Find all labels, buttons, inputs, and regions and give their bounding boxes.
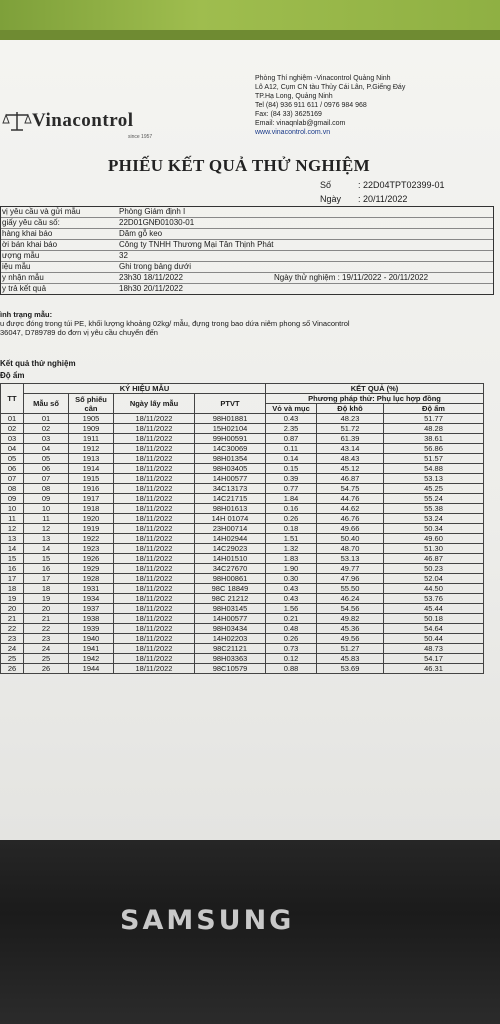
table-row bbox=[1, 414, 484, 424]
info-key: y trả kết quả bbox=[2, 284, 47, 293]
cell-so-phieu: 1919 bbox=[69, 524, 114, 534]
cell-so-phieu: 1911 bbox=[69, 434, 114, 444]
cell-tt: 11 bbox=[1, 514, 24, 524]
info-key: ượng mẫu bbox=[2, 251, 40, 260]
cell-vo-muc: 0.16 bbox=[266, 504, 317, 514]
cell-ptvt: 34C13173 bbox=[195, 484, 266, 494]
cell-do-kho: 44.76 bbox=[317, 494, 384, 504]
cell-so-phieu: 1922 bbox=[69, 534, 114, 544]
cell-do-am: 55.38 bbox=[384, 504, 484, 514]
cell-do-kho: 54.56 bbox=[317, 604, 384, 614]
cell-tt: 17 bbox=[1, 574, 24, 584]
sample-condition-text-2: 36047, D789789 do đơn vị yêu cầu chuyển đến bbox=[0, 328, 158, 337]
cell-tt: 24 bbox=[1, 644, 24, 654]
cell-tt: 21 bbox=[1, 614, 24, 624]
cell-so-phieu: 1938 bbox=[69, 614, 114, 624]
cell-tt: 26 bbox=[1, 664, 24, 674]
info-value: 18h30 20/11/2022 bbox=[119, 284, 183, 293]
cell-do-am: 49.60 bbox=[384, 534, 484, 544]
cell-mau-so: 10 bbox=[24, 504, 69, 514]
cell-ngay-lay: 18/11/2022 bbox=[114, 584, 195, 594]
cell-vo-muc: 0.30 bbox=[266, 574, 317, 584]
info-key: y nhận mẫu bbox=[2, 273, 44, 282]
col-group-ketqua: KẾT QUẢ (%) bbox=[266, 384, 484, 394]
col-do-am: Độ ẩm bbox=[384, 404, 484, 414]
table-row bbox=[1, 464, 484, 474]
cell-vo-muc: 0.88 bbox=[266, 664, 317, 674]
cell-vo-muc: 1.56 bbox=[266, 604, 317, 614]
table-row bbox=[1, 544, 484, 554]
cell-mau-so: 02 bbox=[24, 424, 69, 434]
cell-do-am: 53.13 bbox=[384, 474, 484, 484]
cell-do-kho: 45.12 bbox=[317, 464, 384, 474]
cell-tt: 05 bbox=[1, 454, 24, 464]
cell-mau-so: 15 bbox=[24, 554, 69, 564]
cell-so-phieu: 1940 bbox=[69, 634, 114, 644]
cell-do-kho: 50.40 bbox=[317, 534, 384, 544]
info-value: 23h30 18/11/2022 bbox=[119, 273, 183, 282]
col-so-phieu: Số phiếu cân bbox=[69, 394, 114, 414]
cell-so-phieu: 1912 bbox=[69, 444, 114, 454]
cell-do-kho: 45.36 bbox=[317, 624, 384, 634]
col-ngay-lay: Ngày lấy mẫu bbox=[114, 394, 195, 414]
cell-do-am: 45.44 bbox=[384, 604, 484, 614]
cell-do-am: 52.04 bbox=[384, 574, 484, 584]
cell-tt: 04 bbox=[1, 444, 24, 454]
table-row bbox=[1, 564, 484, 574]
cell-ngay-lay: 18/11/2022 bbox=[114, 534, 195, 544]
cell-ngay-lay: 18/11/2022 bbox=[114, 664, 195, 674]
cell-vo-muc: 0.43 bbox=[266, 414, 317, 424]
cell-tt: 22 bbox=[1, 624, 24, 634]
cell-ptvt: 99H00591 bbox=[195, 434, 266, 444]
cell-mau-so: 07 bbox=[24, 474, 69, 484]
cell-ptvt: 14H02203 bbox=[195, 634, 266, 644]
cell-ptvt: 98H01354 bbox=[195, 454, 266, 464]
cell-ngay-lay: 18/11/2022 bbox=[114, 454, 195, 464]
cell-do-kho: 45.83 bbox=[317, 654, 384, 664]
table-row bbox=[1, 644, 484, 654]
cell-vo-muc: 1.90 bbox=[266, 564, 317, 574]
cell-ptvt: 98H03405 bbox=[195, 464, 266, 474]
cell-mau-so: 11 bbox=[24, 514, 69, 524]
info-row bbox=[1, 262, 493, 273]
table-row bbox=[1, 494, 484, 504]
cell-do-kho: 54.75 bbox=[317, 484, 384, 494]
cell-ptvt: 23H00714 bbox=[195, 524, 266, 534]
cell-do-am: 51.77 bbox=[384, 414, 484, 424]
lab-header bbox=[255, 74, 405, 137]
cell-do-kho: 49.66 bbox=[317, 524, 384, 534]
cell-tt: 03 bbox=[1, 434, 24, 444]
cell-tt: 23 bbox=[1, 634, 24, 644]
cell-tt: 20 bbox=[1, 604, 24, 614]
table-row bbox=[1, 424, 484, 434]
cell-mau-so: 09 bbox=[24, 494, 69, 504]
cell-so-phieu: 1918 bbox=[69, 504, 114, 514]
table-row bbox=[1, 594, 484, 604]
cell-mau-so: 24 bbox=[24, 644, 69, 654]
cell-do-am: 48.73 bbox=[384, 644, 484, 654]
report-date-label: Ngày bbox=[320, 194, 342, 204]
cell-ngay-lay: 18/11/2022 bbox=[114, 544, 195, 554]
cell-do-am: 50.34 bbox=[384, 524, 484, 534]
cell-ngay-lay: 18/11/2022 bbox=[114, 524, 195, 534]
cell-tt: 25 bbox=[1, 654, 24, 664]
info-value: Công ty TNHH Thương Mại Tân Thịnh Phát bbox=[119, 240, 274, 249]
cell-tt: 10 bbox=[1, 504, 24, 514]
cell-vo-muc: 1.83 bbox=[266, 554, 317, 564]
cell-do-kho: 53.69 bbox=[317, 664, 384, 674]
result-section-title: Kết quả thử nghiệm bbox=[0, 359, 76, 368]
info-value: Ghi trong bảng dưới bbox=[119, 262, 191, 271]
cell-mau-so: 20 bbox=[24, 604, 69, 614]
cell-vo-muc: 0.39 bbox=[266, 474, 317, 484]
parameter-title: Độ ẩm bbox=[0, 371, 25, 380]
cell-do-am: 38.61 bbox=[384, 434, 484, 444]
cell-mau-so: 01 bbox=[24, 414, 69, 424]
cell-mau-so: 03 bbox=[24, 434, 69, 444]
info-row bbox=[1, 284, 493, 294]
col-group-kyhieu: KÝ HIỆU MẪU bbox=[24, 384, 266, 394]
cell-so-phieu: 1934 bbox=[69, 594, 114, 604]
cell-so-phieu: 1944 bbox=[69, 664, 114, 674]
cell-so-phieu: 1920 bbox=[69, 514, 114, 524]
cell-ptvt: 98H01881 bbox=[195, 414, 266, 424]
cell-do-am: 46.87 bbox=[384, 554, 484, 564]
cell-mau-so: 08 bbox=[24, 484, 69, 494]
col-ptvt: PTVT bbox=[195, 394, 266, 414]
cell-vo-muc: 0.48 bbox=[266, 624, 317, 634]
info-row bbox=[1, 240, 493, 251]
cell-ngay-lay: 18/11/2022 bbox=[114, 484, 195, 494]
table-row bbox=[1, 654, 484, 664]
cell-tt: 15 bbox=[1, 554, 24, 564]
cell-mau-so: 22 bbox=[24, 624, 69, 634]
info-row bbox=[1, 229, 493, 240]
cell-ngay-lay: 18/11/2022 bbox=[114, 574, 195, 584]
report-number-label: Số bbox=[320, 180, 332, 190]
cell-mau-so: 05 bbox=[24, 454, 69, 464]
cell-ptvt: 98H00861 bbox=[195, 574, 266, 584]
cell-ngay-lay: 18/11/2022 bbox=[114, 414, 195, 424]
table-row bbox=[1, 634, 484, 644]
table-row bbox=[1, 584, 484, 594]
cell-ngay-lay: 18/11/2022 bbox=[114, 624, 195, 634]
cell-so-phieu: 1914 bbox=[69, 464, 114, 474]
cell-vo-muc: 0.43 bbox=[266, 584, 317, 594]
table-row bbox=[1, 554, 484, 564]
table-row bbox=[1, 514, 484, 524]
cell-tt: 01 bbox=[1, 414, 24, 424]
cell-vo-muc: 0.26 bbox=[266, 634, 317, 644]
cell-mau-so: 17 bbox=[24, 574, 69, 584]
cell-ngay-lay: 18/11/2022 bbox=[114, 594, 195, 604]
cell-ngay-lay: 18/11/2022 bbox=[114, 434, 195, 444]
cell-do-am: 50.18 bbox=[384, 614, 484, 624]
cell-tt: 07 bbox=[1, 474, 24, 484]
cell-do-kho: 44.62 bbox=[317, 504, 384, 514]
logo-since: since 1957 bbox=[128, 134, 153, 140]
cell-tt: 02 bbox=[1, 424, 24, 434]
info-key: iệu mẫu bbox=[2, 262, 31, 271]
cell-do-kho: 48.70 bbox=[317, 544, 384, 554]
cell-do-kho: 49.77 bbox=[317, 564, 384, 574]
results-table bbox=[0, 383, 484, 674]
cell-vo-muc: 1.84 bbox=[266, 494, 317, 504]
col-do-kho: Độ khô bbox=[317, 404, 384, 414]
table-row bbox=[1, 624, 484, 634]
table-row bbox=[1, 534, 484, 544]
lab-address-2: TP.Hạ Long, Quảng Ninh bbox=[255, 93, 333, 100]
cell-vo-muc: 0.21 bbox=[266, 614, 317, 624]
lab-tel: Tel (84) 936 911 611 / 0976 984 968 bbox=[255, 102, 367, 109]
info-key: vị yêu cầu và gửi mẫu bbox=[2, 207, 81, 216]
logo-text: Vinacontrol bbox=[32, 110, 134, 131]
cell-so-phieu: 1917 bbox=[69, 494, 114, 504]
cell-ngay-lay: 18/11/2022 bbox=[114, 424, 195, 434]
cell-do-kho: 46.24 bbox=[317, 594, 384, 604]
cell-tt: 16 bbox=[1, 564, 24, 574]
cell-do-kho: 55.50 bbox=[317, 584, 384, 594]
cell-do-am: 48.28 bbox=[384, 424, 484, 434]
cell-so-phieu: 1939 bbox=[69, 624, 114, 634]
cell-mau-so: 19 bbox=[24, 594, 69, 604]
cell-ngay-lay: 18/11/2022 bbox=[114, 634, 195, 644]
cell-so-phieu: 1941 bbox=[69, 644, 114, 654]
cell-so-phieu: 1937 bbox=[69, 604, 114, 614]
monitor-brand: SAMSUNG bbox=[120, 905, 295, 936]
cell-do-am: 54.17 bbox=[384, 654, 484, 664]
info-row bbox=[1, 273, 493, 284]
cell-tt: 12 bbox=[1, 524, 24, 534]
cell-ngay-lay: 18/11/2022 bbox=[114, 654, 195, 664]
report-number: : 22D04TPT02399-01 bbox=[358, 180, 445, 190]
cell-mau-so: 21 bbox=[24, 614, 69, 624]
cell-ngay-lay: 18/11/2022 bbox=[114, 554, 195, 564]
cell-tt: 06 bbox=[1, 464, 24, 474]
info-value: 22D01GNĐ01030-01 bbox=[119, 218, 195, 227]
cell-mau-so: 18 bbox=[24, 584, 69, 594]
cell-vo-muc: 0.26 bbox=[266, 514, 317, 524]
cell-so-phieu: 1916 bbox=[69, 484, 114, 494]
info-row bbox=[1, 207, 493, 218]
cell-do-kho: 49.56 bbox=[317, 634, 384, 644]
cell-ptvt: 14H02944 bbox=[195, 534, 266, 544]
cell-vo-muc: 1.32 bbox=[266, 544, 317, 554]
cell-so-phieu: 1909 bbox=[69, 424, 114, 434]
info-value: Phòng Giám định I bbox=[119, 207, 186, 216]
cell-tt: 19 bbox=[1, 594, 24, 604]
cell-vo-muc: 2.35 bbox=[266, 424, 317, 434]
cell-ngay-lay: 18/11/2022 bbox=[114, 444, 195, 454]
cell-vo-muc: 0.11 bbox=[266, 444, 317, 454]
cell-tt: 13 bbox=[1, 534, 24, 544]
cell-do-am: 50.23 bbox=[384, 564, 484, 574]
scales-icon bbox=[2, 110, 32, 132]
cell-do-am: 46.31 bbox=[384, 664, 484, 674]
cell-do-kho: 51.72 bbox=[317, 424, 384, 434]
cell-vo-muc: 0.14 bbox=[266, 454, 317, 464]
cell-do-am: 44.50 bbox=[384, 584, 484, 594]
cell-ptvt: 15H02104 bbox=[195, 424, 266, 434]
cell-ptvt: 98C 21212 bbox=[195, 594, 266, 604]
sample-condition-text-1: u được đóng trong túi PE, khối lượng khoảng 02kg/ mẫu, đựng trong bao dứa niêm phong số Vinacontrol bbox=[0, 319, 350, 328]
cell-vo-muc: 1.51 bbox=[266, 534, 317, 544]
table-row bbox=[1, 434, 484, 444]
cell-do-kho: 47.96 bbox=[317, 574, 384, 584]
info-value: Dăm gỗ keo bbox=[119, 229, 163, 238]
info-key: ời bán khai báo bbox=[2, 240, 58, 249]
report-date: : 20/11/2022 bbox=[358, 194, 408, 204]
cell-so-phieu: 1929 bbox=[69, 564, 114, 574]
cell-do-am: 56.86 bbox=[384, 444, 484, 454]
col-tt: TT bbox=[1, 384, 24, 414]
sample-condition bbox=[0, 310, 492, 337]
cell-ptvt: 98C21121 bbox=[195, 644, 266, 654]
cell-do-am: 53.24 bbox=[384, 514, 484, 524]
table-row bbox=[1, 454, 484, 464]
cell-ptvt: 98H03434 bbox=[195, 624, 266, 634]
cell-do-am: 51.30 bbox=[384, 544, 484, 554]
cell-do-kho: 49.82 bbox=[317, 614, 384, 624]
cell-vo-muc: 0.73 bbox=[266, 644, 317, 654]
cell-vo-muc: 0.43 bbox=[266, 594, 317, 604]
cell-ptvt: 14H01510 bbox=[195, 554, 266, 564]
cell-do-am: 55.24 bbox=[384, 494, 484, 504]
cell-do-kho: 46.87 bbox=[317, 474, 384, 484]
cell-mau-so: 26 bbox=[24, 664, 69, 674]
cell-ngay-lay: 18/11/2022 bbox=[114, 564, 195, 574]
info-row bbox=[1, 251, 493, 262]
cell-do-am: 53.76 bbox=[384, 594, 484, 604]
cell-so-phieu: 1923 bbox=[69, 544, 114, 554]
cell-do-am: 54.88 bbox=[384, 464, 484, 474]
col-method: Phương pháp thử: Phụ lục hợp đồng bbox=[266, 394, 484, 404]
table-row bbox=[1, 664, 484, 674]
sample-condition-label: ình trạng mẫu: bbox=[0, 310, 53, 319]
cell-do-kho: 48.43 bbox=[317, 454, 384, 464]
cell-ptvt: 98H03145 bbox=[195, 604, 266, 614]
cell-tt: 08 bbox=[1, 484, 24, 494]
cell-ptvt: 14H00577 bbox=[195, 474, 266, 484]
cell-ptvt: 14C30069 bbox=[195, 444, 266, 454]
cell-so-phieu: 1926 bbox=[69, 554, 114, 564]
cell-do-am: 54.64 bbox=[384, 624, 484, 634]
cell-ptvt: 14C21715 bbox=[195, 494, 266, 504]
cell-vo-muc: 0.87 bbox=[266, 434, 317, 444]
cell-do-kho: 46.76 bbox=[317, 514, 384, 524]
cell-tt: 09 bbox=[1, 494, 24, 504]
document-title: PHIẾU KẾT QUẢ THỬ NGHIỆM bbox=[108, 156, 370, 175]
info-key: giấy yêu cầu số: bbox=[2, 218, 60, 227]
cell-so-phieu: 1913 bbox=[69, 454, 114, 464]
cell-ptvt: 14H 01074 bbox=[195, 514, 266, 524]
cell-tt: 18 bbox=[1, 584, 24, 594]
cell-ngay-lay: 18/11/2022 bbox=[114, 464, 195, 474]
cell-do-kho: 61.39 bbox=[317, 434, 384, 444]
cell-ngay-lay: 18/11/2022 bbox=[114, 504, 195, 514]
cell-mau-so: 06 bbox=[24, 464, 69, 474]
cell-ptvt: 14H00577 bbox=[195, 614, 266, 624]
table-row bbox=[1, 614, 484, 624]
document-meta bbox=[320, 178, 445, 206]
cell-vo-muc: 0.18 bbox=[266, 524, 317, 534]
cell-do-am: 50.44 bbox=[384, 634, 484, 644]
table-row bbox=[1, 574, 484, 584]
cell-ngay-lay: 18/11/2022 bbox=[114, 604, 195, 614]
cell-do-kho: 53.13 bbox=[317, 554, 384, 564]
cell-vo-muc: 0.12 bbox=[266, 654, 317, 664]
cell-ngay-lay: 18/11/2022 bbox=[114, 474, 195, 484]
cell-ptvt: 34C27670 bbox=[195, 564, 266, 574]
cell-so-phieu: 1931 bbox=[69, 584, 114, 594]
table-row bbox=[1, 504, 484, 514]
table-row bbox=[1, 444, 484, 454]
table-row bbox=[1, 474, 484, 484]
table-row bbox=[1, 484, 484, 494]
cell-ptvt: 98H03363 bbox=[195, 654, 266, 664]
cell-mau-so: 25 bbox=[24, 654, 69, 664]
cell-mau-so: 13 bbox=[24, 534, 69, 544]
cell-do-kho: 51.27 bbox=[317, 644, 384, 654]
table-row bbox=[1, 604, 484, 614]
info-value: 32 bbox=[119, 251, 128, 260]
cell-do-kho: 48.23 bbox=[317, 414, 384, 424]
sample-info-table bbox=[0, 206, 494, 295]
cell-ptvt: 98C10579 bbox=[195, 664, 266, 674]
cell-mau-so: 04 bbox=[24, 444, 69, 454]
table-row bbox=[1, 524, 484, 534]
document-screen bbox=[0, 40, 500, 840]
col-mau-so: Mẫu số bbox=[24, 394, 69, 414]
info-extra: Ngày thử nghiệm : 19/11/2022 - 20/11/2022 bbox=[274, 273, 429, 282]
cell-do-kho: 43.14 bbox=[317, 444, 384, 454]
cell-vo-muc: 0.77 bbox=[266, 484, 317, 494]
cell-ngay-lay: 18/11/2022 bbox=[114, 614, 195, 624]
lab-name: Phòng Thí nghiệm -Vinacontrol Quảng Ninh bbox=[255, 75, 391, 82]
cell-so-phieu: 1942 bbox=[69, 654, 114, 664]
cell-ngay-lay: 18/11/2022 bbox=[114, 494, 195, 504]
lab-address-1: Lô A12, Cụm CN tàu Thủy Cái Lân, P.Giếng Đáy bbox=[255, 84, 406, 91]
vinacontrol-logo bbox=[2, 110, 134, 132]
cell-mau-so: 16 bbox=[24, 564, 69, 574]
cell-do-am: 45.25 bbox=[384, 484, 484, 494]
lab-website[interactable]: www.vinacontrol.com.vn bbox=[255, 129, 331, 136]
cell-ngay-lay: 18/11/2022 bbox=[114, 514, 195, 524]
cell-tt: 14 bbox=[1, 544, 24, 554]
cell-mau-so: 12 bbox=[24, 524, 69, 534]
lab-fax: Fax: (84 33) 3625169 bbox=[255, 111, 322, 118]
cell-ngay-lay: 18/11/2022 bbox=[114, 644, 195, 654]
cell-so-phieu: 1915 bbox=[69, 474, 114, 484]
col-vo-muc: Vỏ và mục bbox=[266, 404, 317, 414]
cell-ptvt: 14C29023 bbox=[195, 544, 266, 554]
cell-ptvt: 98C 18849 bbox=[195, 584, 266, 594]
cell-do-am: 51.57 bbox=[384, 454, 484, 464]
cell-ptvt: 98H01613 bbox=[195, 504, 266, 514]
cell-so-phieu: 1928 bbox=[69, 574, 114, 584]
cell-vo-muc: 0.15 bbox=[266, 464, 317, 474]
info-row bbox=[1, 218, 493, 229]
cell-mau-so: 23 bbox=[24, 634, 69, 644]
cell-mau-so: 14 bbox=[24, 544, 69, 554]
info-key: hàng khai báo bbox=[2, 229, 53, 238]
cell-so-phieu: 1905 bbox=[69, 414, 114, 424]
lab-email[interactable]: Email: vinaqnlab@gmail.com bbox=[255, 120, 346, 127]
